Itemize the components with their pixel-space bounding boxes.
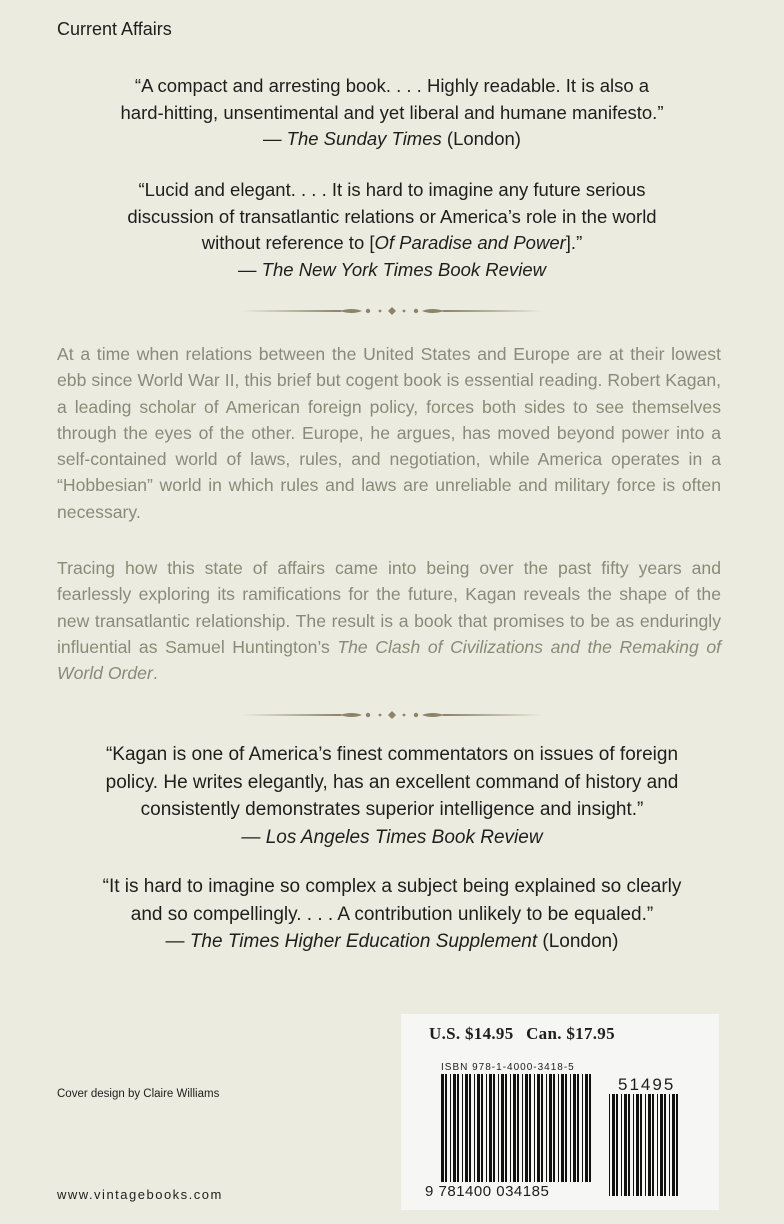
barcode-bar xyxy=(573,1074,576,1182)
barcode-bar xyxy=(577,1074,579,1182)
barcode-bar xyxy=(493,1074,495,1182)
quote-line: without reference to [Of Paradise and Power].” xyxy=(201,232,583,253)
quote-line: policy. He writes elegantly, has an excellent command of history and xyxy=(105,771,679,793)
barcode-bar xyxy=(676,1094,678,1196)
quote-line: consistently demonstrates superior intelligence and insight.” xyxy=(140,799,644,820)
description-paragraph: Tracing how this state of affairs came into being over the past fifty years and fearlessly exploring its ramifications for the future, Kagan reveals the shape of the new transatlantic relationship. The result is a book that promises to be as enduringly influential as Samuel Huntington’s The Clash of Civilizations and the Remaking of World Order. xyxy=(57,558,721,684)
quote-line: “Kagan is one of America’s finest commentators on issues of foreign xyxy=(105,744,679,765)
price-line xyxy=(429,1024,623,1044)
barcode-bar xyxy=(609,1094,610,1196)
barcode-bar xyxy=(525,1074,528,1182)
barcode-bar xyxy=(462,1074,463,1182)
barcode-bar xyxy=(546,1074,547,1182)
barcode-bar xyxy=(582,1074,583,1182)
publisher-website: www.vintagebooks.com xyxy=(57,1187,223,1202)
source-title: The Sunday Times xyxy=(286,128,442,149)
barcode-bar xyxy=(465,1074,468,1182)
barcode-bar xyxy=(541,1074,543,1182)
barcode-bar xyxy=(585,1074,588,1182)
cover-design-credit: Cover design by Claire Williams xyxy=(57,1088,220,1100)
barcode-bar xyxy=(558,1074,559,1182)
barcode-bar xyxy=(441,1074,444,1182)
barcode-bar xyxy=(570,1074,571,1182)
barcode-bar xyxy=(612,1094,615,1196)
barcode-bar xyxy=(616,1094,618,1196)
barcode-bar xyxy=(501,1074,504,1182)
barcode-bar xyxy=(657,1094,658,1196)
source-title: Los Angeles Times Book Review xyxy=(265,826,543,848)
barcode-bar xyxy=(549,1074,552,1182)
barcode-bar xyxy=(565,1074,567,1182)
barcode-bar xyxy=(513,1074,516,1182)
ornament-divider xyxy=(0,708,784,722)
barcode-bar xyxy=(517,1074,519,1182)
quote-line: “It is hard to imagine so complex a subject being explained so clearly xyxy=(102,876,682,897)
quote-line: discussion of transatlantic relations or America’s role in the world xyxy=(127,205,657,227)
quote-source: — The Sunday Times (London) xyxy=(263,128,521,149)
barcode-bar xyxy=(489,1074,492,1182)
barcode-bar xyxy=(652,1094,654,1196)
barcode-bar xyxy=(477,1074,480,1182)
barcode-bar xyxy=(474,1074,475,1182)
quote-source: — The Times Higher Education Supplement (London) xyxy=(165,931,619,952)
source-title: The New York Times Book Review xyxy=(261,258,546,280)
review-quote xyxy=(40,177,744,283)
canada-price: Can. $17.95 xyxy=(526,1024,615,1043)
quote-line: “Lucid and elegant. . . . It is hard to imagine any future serious xyxy=(138,179,646,200)
barcode-bar xyxy=(624,1094,627,1196)
ornament-divider xyxy=(0,304,784,318)
barcode-bar xyxy=(486,1074,487,1182)
barcode-bar xyxy=(445,1074,447,1182)
barcode-bar xyxy=(537,1074,540,1182)
barcode-bar xyxy=(648,1094,651,1196)
barcode-bar xyxy=(469,1074,471,1182)
barcode-bar xyxy=(664,1094,666,1196)
barcode-bar xyxy=(645,1094,646,1196)
category-label: Current Affairs xyxy=(57,19,172,39)
barcode-bar xyxy=(553,1074,555,1182)
barcode-bar xyxy=(589,1074,591,1182)
barcode-bar xyxy=(621,1094,622,1196)
barcode-bar xyxy=(457,1074,459,1182)
barcode-bar xyxy=(453,1074,456,1182)
barcode-bar xyxy=(534,1074,535,1182)
barcode-bar xyxy=(522,1074,523,1182)
quote-line: and so compellingly. . . . A contribution unlikely to be equaled.” xyxy=(130,903,654,925)
price-addon-digits: 51495 xyxy=(618,1075,676,1094)
barcode-bar xyxy=(669,1094,670,1196)
review-quote xyxy=(40,873,744,956)
barcode-bar xyxy=(450,1074,451,1182)
quote-line: hard-hitting, unsentimental and yet liberal and humane manifesto.” xyxy=(120,101,664,123)
barcode-bar xyxy=(510,1074,511,1182)
ean-digits: 9 781400 034185 xyxy=(425,1183,550,1200)
quote-source: — The New York Times Book Review xyxy=(238,258,546,280)
quote-line: “A compact and arresting book. . . . Highly readable. It is also a xyxy=(134,75,650,96)
review-quote xyxy=(40,73,744,153)
barcode-bar xyxy=(636,1094,639,1196)
barcode-bar xyxy=(660,1094,663,1196)
barcode-bar xyxy=(561,1074,564,1182)
barcode-bar xyxy=(498,1074,499,1182)
barcode-bar xyxy=(505,1074,507,1182)
barcode-bar xyxy=(481,1074,483,1182)
isbn-number: ISBN 978-1-4000-3418-5 xyxy=(441,1062,575,1073)
barcode-bar xyxy=(628,1094,630,1196)
review-quote xyxy=(40,741,744,851)
us-price: U.S. $14.95 xyxy=(429,1024,514,1043)
barcode-bar xyxy=(640,1094,642,1196)
barcode-bar xyxy=(529,1074,531,1182)
quote-source: — Los Angeles Times Book Review xyxy=(241,826,543,848)
description-paragraph: At a time when relations between the United States and Europe are at their lowest ebb since World War II, this brief but cogent book is essential reading. Robert Kagan, a leading scholar of American foreign policy, forces both sides to see themselves through the eyes of the other. Europe, he argues, has moved beyond power into a self-contained world of laws, rules, and negotiation, while America operates in a “Hobbesian” world in which rules and laws are unreliable and military force is often necessary. xyxy=(57,344,721,522)
barcode-block xyxy=(401,1014,719,1210)
source-title: The Times Higher Education Supplement xyxy=(189,931,538,952)
barcode-bar xyxy=(633,1094,634,1196)
barcode-bar xyxy=(672,1094,675,1196)
